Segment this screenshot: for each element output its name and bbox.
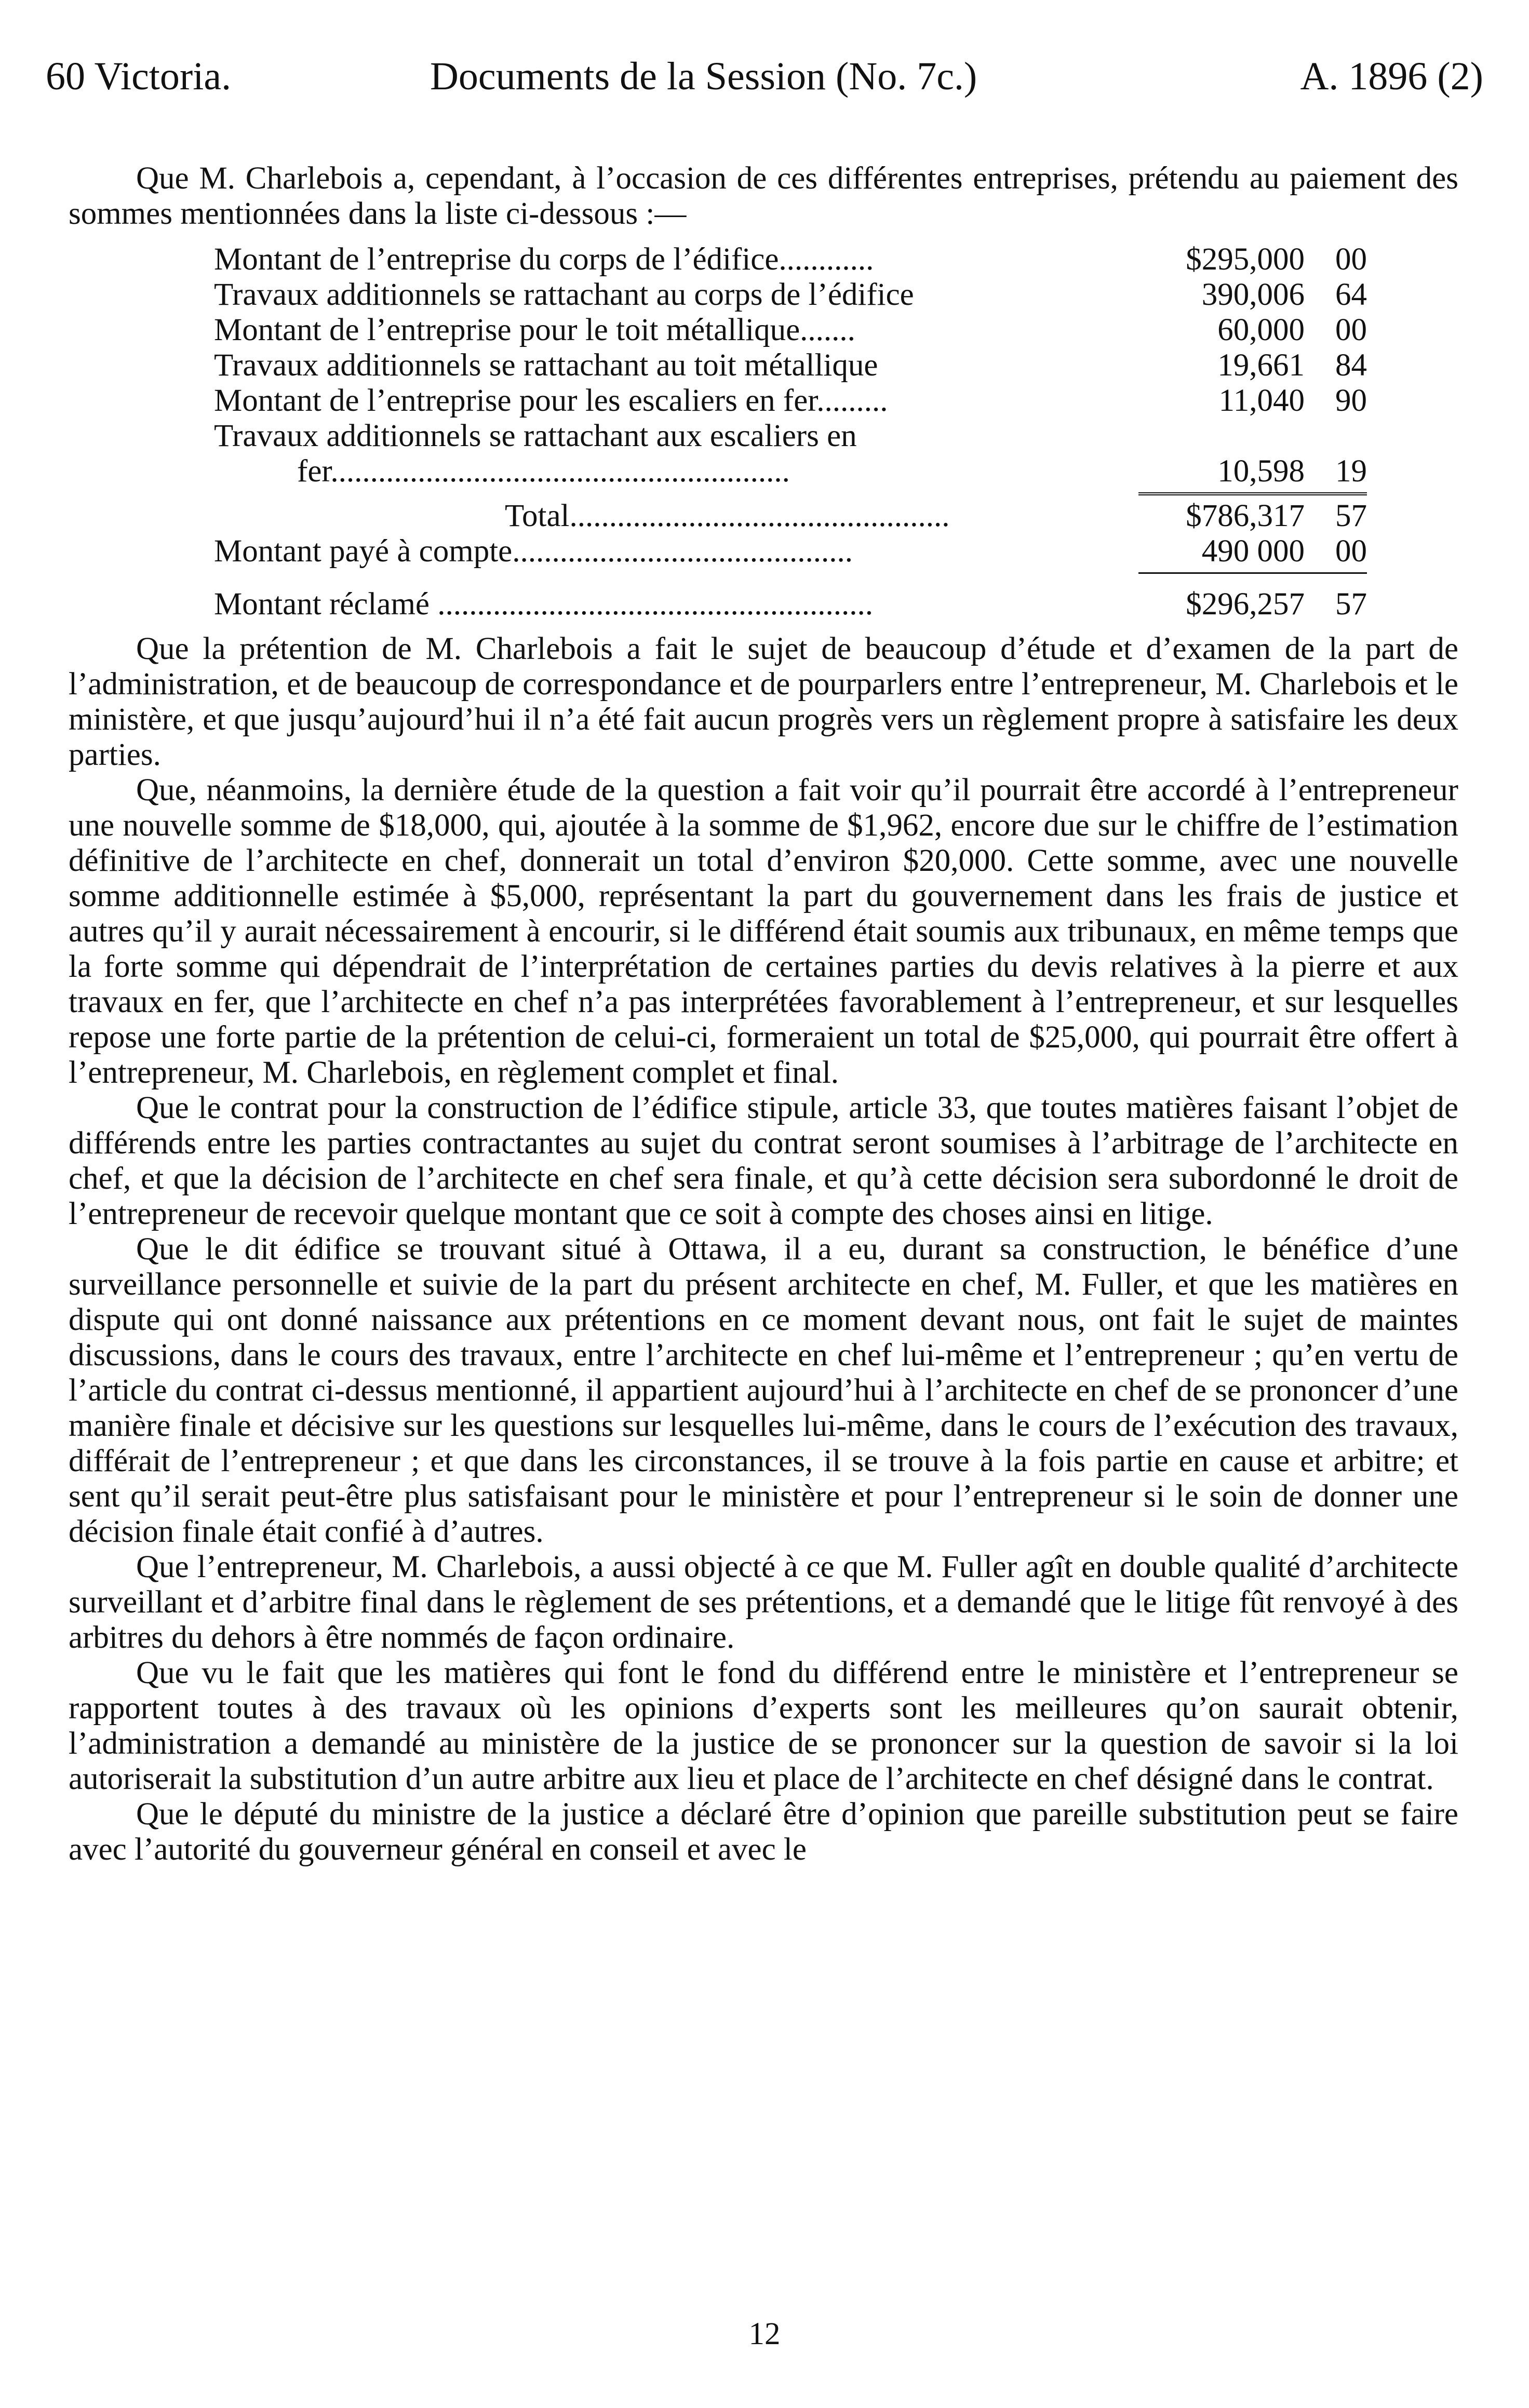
- claim-dollars: 60,000: [1217, 313, 1305, 347]
- total-amount: [1128, 499, 1367, 534]
- body-paragraph: Que l’entrepreneur, M. Charlebois, a aussi objecté à ce que M. Fuller agît en double qualité d’architecte surveillant et d’arbitre final dans le règlement de ses prétentions, et a demandé que le litige fût renvoyé à des arbitres du dehors à être nommés de façon ordinaire.: [69, 1550, 1458, 1655]
- paid-cents: 00: [1335, 534, 1367, 569]
- paid-label: Montant payé à compte...........................................: [214, 534, 853, 569]
- total-rule: [214, 489, 1367, 499]
- body-paragraph: Que vu le fait que les matières qui font le fond du différend entre le ministère et l’entrepreneur se rapportent toutes à des travaux où les opinions d’experts sont les meilleures qu’on saurait obtenir, l’administration a demandé au ministère de la justice de se prononcer sur la question de savoir si la loi autoriserait la substitution d’un autre arbitre aux lieu et place de l’architecte en chef désigné dans le contrat.: [69, 1656, 1458, 1796]
- document-body: [69, 161, 1458, 1867]
- claim-amount: [1128, 419, 1367, 454]
- header-document-title: Documents de la Session (No. 7c.): [430, 55, 977, 98]
- claim-dollars: 390,006: [1201, 277, 1305, 312]
- claim-amount: [1128, 313, 1367, 348]
- claim-amount: [1128, 242, 1367, 277]
- claim-cents: 19: [1335, 454, 1367, 489]
- paid-amount: [1128, 534, 1367, 569]
- body-paragraph: Que, néanmoins, la dernière étude de la question a fait voir qu’il pourrait être accordé à l’entrepreneur une nouvelle somme de $18,000, qui, ajoutée à la somme de $1,962, encore due sur le chiffre de l’estimation définitive de l’architecte en chef, donnerait un total d’environ $20,000. Cette somme, avec une nouvelle somme additionnelle estimée à $5,000, représentant la part du gouvernement dans les frais de justice et autres qu’il y aurait nécessairement à encourir, si le différend était soumis aux tribunaux, en même temps que la forte somme qui dépendrait de l’interprétation de certaines parties du devis relatives à la pierre et aux travaux en fer, que l’architecte en chef n’a pas interprétées favorablement à l’entrepreneur, et sur lesquelles repose une forte partie de la prétention de celui-ci, formeraient un total de $25,000, qui pourrait être offert à l’entrepreneur, M. Charlebois, en règlement complet et final.: [69, 773, 1458, 1090]
- claimed-amount: [1128, 587, 1367, 622]
- total-row: [214, 499, 1367, 534]
- claim-amount: [1128, 348, 1367, 383]
- claim-label: fer..........................................................: [297, 454, 790, 489]
- claim-dollars: $295,000: [1186, 242, 1305, 277]
- claim-dollars: 19,661: [1217, 348, 1305, 383]
- claims-table: [214, 242, 1367, 622]
- body-paragraph: Que la prétention de M. Charlebois a fait le sujet de beaucoup d’étude et d’examen de la part de l’administration, et de beaucoup de correspondance et de pourparlers entre l’entrepreneur, M. Charlebois et le ministère, et que jusqu’aujourd’hui il n’a été fait aucun progrès vers un règlement propre à satisfaire les deux parties.: [69, 631, 1458, 772]
- header-session-year: 60 Victoria.: [46, 55, 232, 98]
- claimed-cents: 57: [1335, 587, 1367, 622]
- paid-row: [214, 534, 1367, 569]
- claim-row: [214, 348, 1367, 383]
- claim-row: [214, 242, 1367, 277]
- claim-cents: 84: [1335, 348, 1367, 383]
- header-document-code: A. 1896 (2): [1300, 55, 1483, 98]
- body-paragraph: Que le dit édifice se trouvant situé à Ottawa, il a eu, durant sa construction, le bénéfice d’une surveillance personnelle et suivie de la part du présent architecte en chef, M. Fuller, et que les matières en dispute qui ont donné naissance aux prétentions en ce moment devant nous, ont fait le sujet de maintes discussions, dans le cours des travaux, entre l’architecte en chef lui-même et l’entrepreneur ; qu’en vertu de l’article du contrat ci-dessus mentionné, il appartient aujourd’hui à l’architecte en chef de se prononcer d’une manière finale et décisive sur les questions sur lesquelles lui-même, dans le cours de l’exécution des travaux, différait de l’entrepreneur ; et que dans les circonstances, il se trouve à la fois partie en cause et arbitre; et sent qu’il serait peut-être plus satisfaisant pour le ministère et pour l’entrepreneur si le soin de donner une décision finale était confié à d’autres.: [69, 1232, 1458, 1549]
- claim-cents: 00: [1335, 242, 1367, 277]
- body-paragraph: Que le contrat pour la construction de l’édifice stipule, article 33, que toutes matières faisant l’objet de différends entre les parties contractantes au sujet du contrat seront soumises à l’arbitrage de l’architecte en chef, et que la décision de l’architecte en chef sera finale, et qu’à cette décision sera subordonné le droit de l’entrepreneur de recevoir quelque montant que ce soit à compte des choses ainsi en litige.: [69, 1091, 1458, 1231]
- total-dollars: $786,317: [1186, 499, 1305, 533]
- paid-dollars: 490 000: [1201, 534, 1305, 569]
- claim-amount: [1128, 383, 1367, 419]
- claim-row: [214, 383, 1367, 419]
- page-number: 12: [748, 2317, 781, 2351]
- claim-row: [214, 313, 1367, 348]
- claimed-row: [214, 587, 1367, 622]
- claim-cents: 64: [1335, 277, 1367, 312]
- total-cents: 57: [1335, 499, 1367, 533]
- claim-label: Travaux additionnels se rattachant aux escaliers en: [214, 419, 857, 453]
- body-paragraph: Que le député du ministre de la justice a déclaré être d’opinion que pareille substitution peut se faire avec l’autorité du gouverneur général en conseil et avec le: [69, 1797, 1458, 1867]
- intro-paragraph: Que M. Charlebois a, cependant, à l’occasion de ces différentes entreprises, prétendu au paiement des sommes mentionnées dans la liste ci-dessous :—: [69, 161, 1458, 231]
- claim-row: [214, 419, 1367, 454]
- claimed-rule: [214, 569, 1367, 579]
- claim-label: Montant de l’entreprise pour le toit métallique.......: [214, 313, 855, 347]
- claim-label: Montant de l’entreprise du corps de l’édifice............: [214, 242, 874, 277]
- claimed-dollars: $296,257: [1186, 587, 1305, 622]
- running-header: [46, 48, 1483, 105]
- claim-label: Montant de l’entreprise pour les escaliers en fer.........: [214, 383, 888, 418]
- claim-amount: [1128, 454, 1367, 489]
- total-label: Total................................................: [505, 499, 950, 533]
- claim-row: [214, 277, 1367, 313]
- claim-cents: 00: [1335, 313, 1367, 347]
- claimed-label: Montant réclamé .......................................................: [214, 587, 873, 622]
- claim-label: Travaux additionnels se rattachant au corps de l’édifice: [214, 277, 914, 312]
- claim-dollars: 11,040: [1218, 383, 1305, 418]
- claim-amount: [1128, 277, 1367, 313]
- claim-cents: 90: [1335, 383, 1367, 418]
- claim-label: Travaux additionnels se rattachant au toit métallique: [214, 348, 878, 383]
- claim-dollars: 10,598: [1217, 454, 1305, 489]
- claim-row: [214, 454, 1367, 489]
